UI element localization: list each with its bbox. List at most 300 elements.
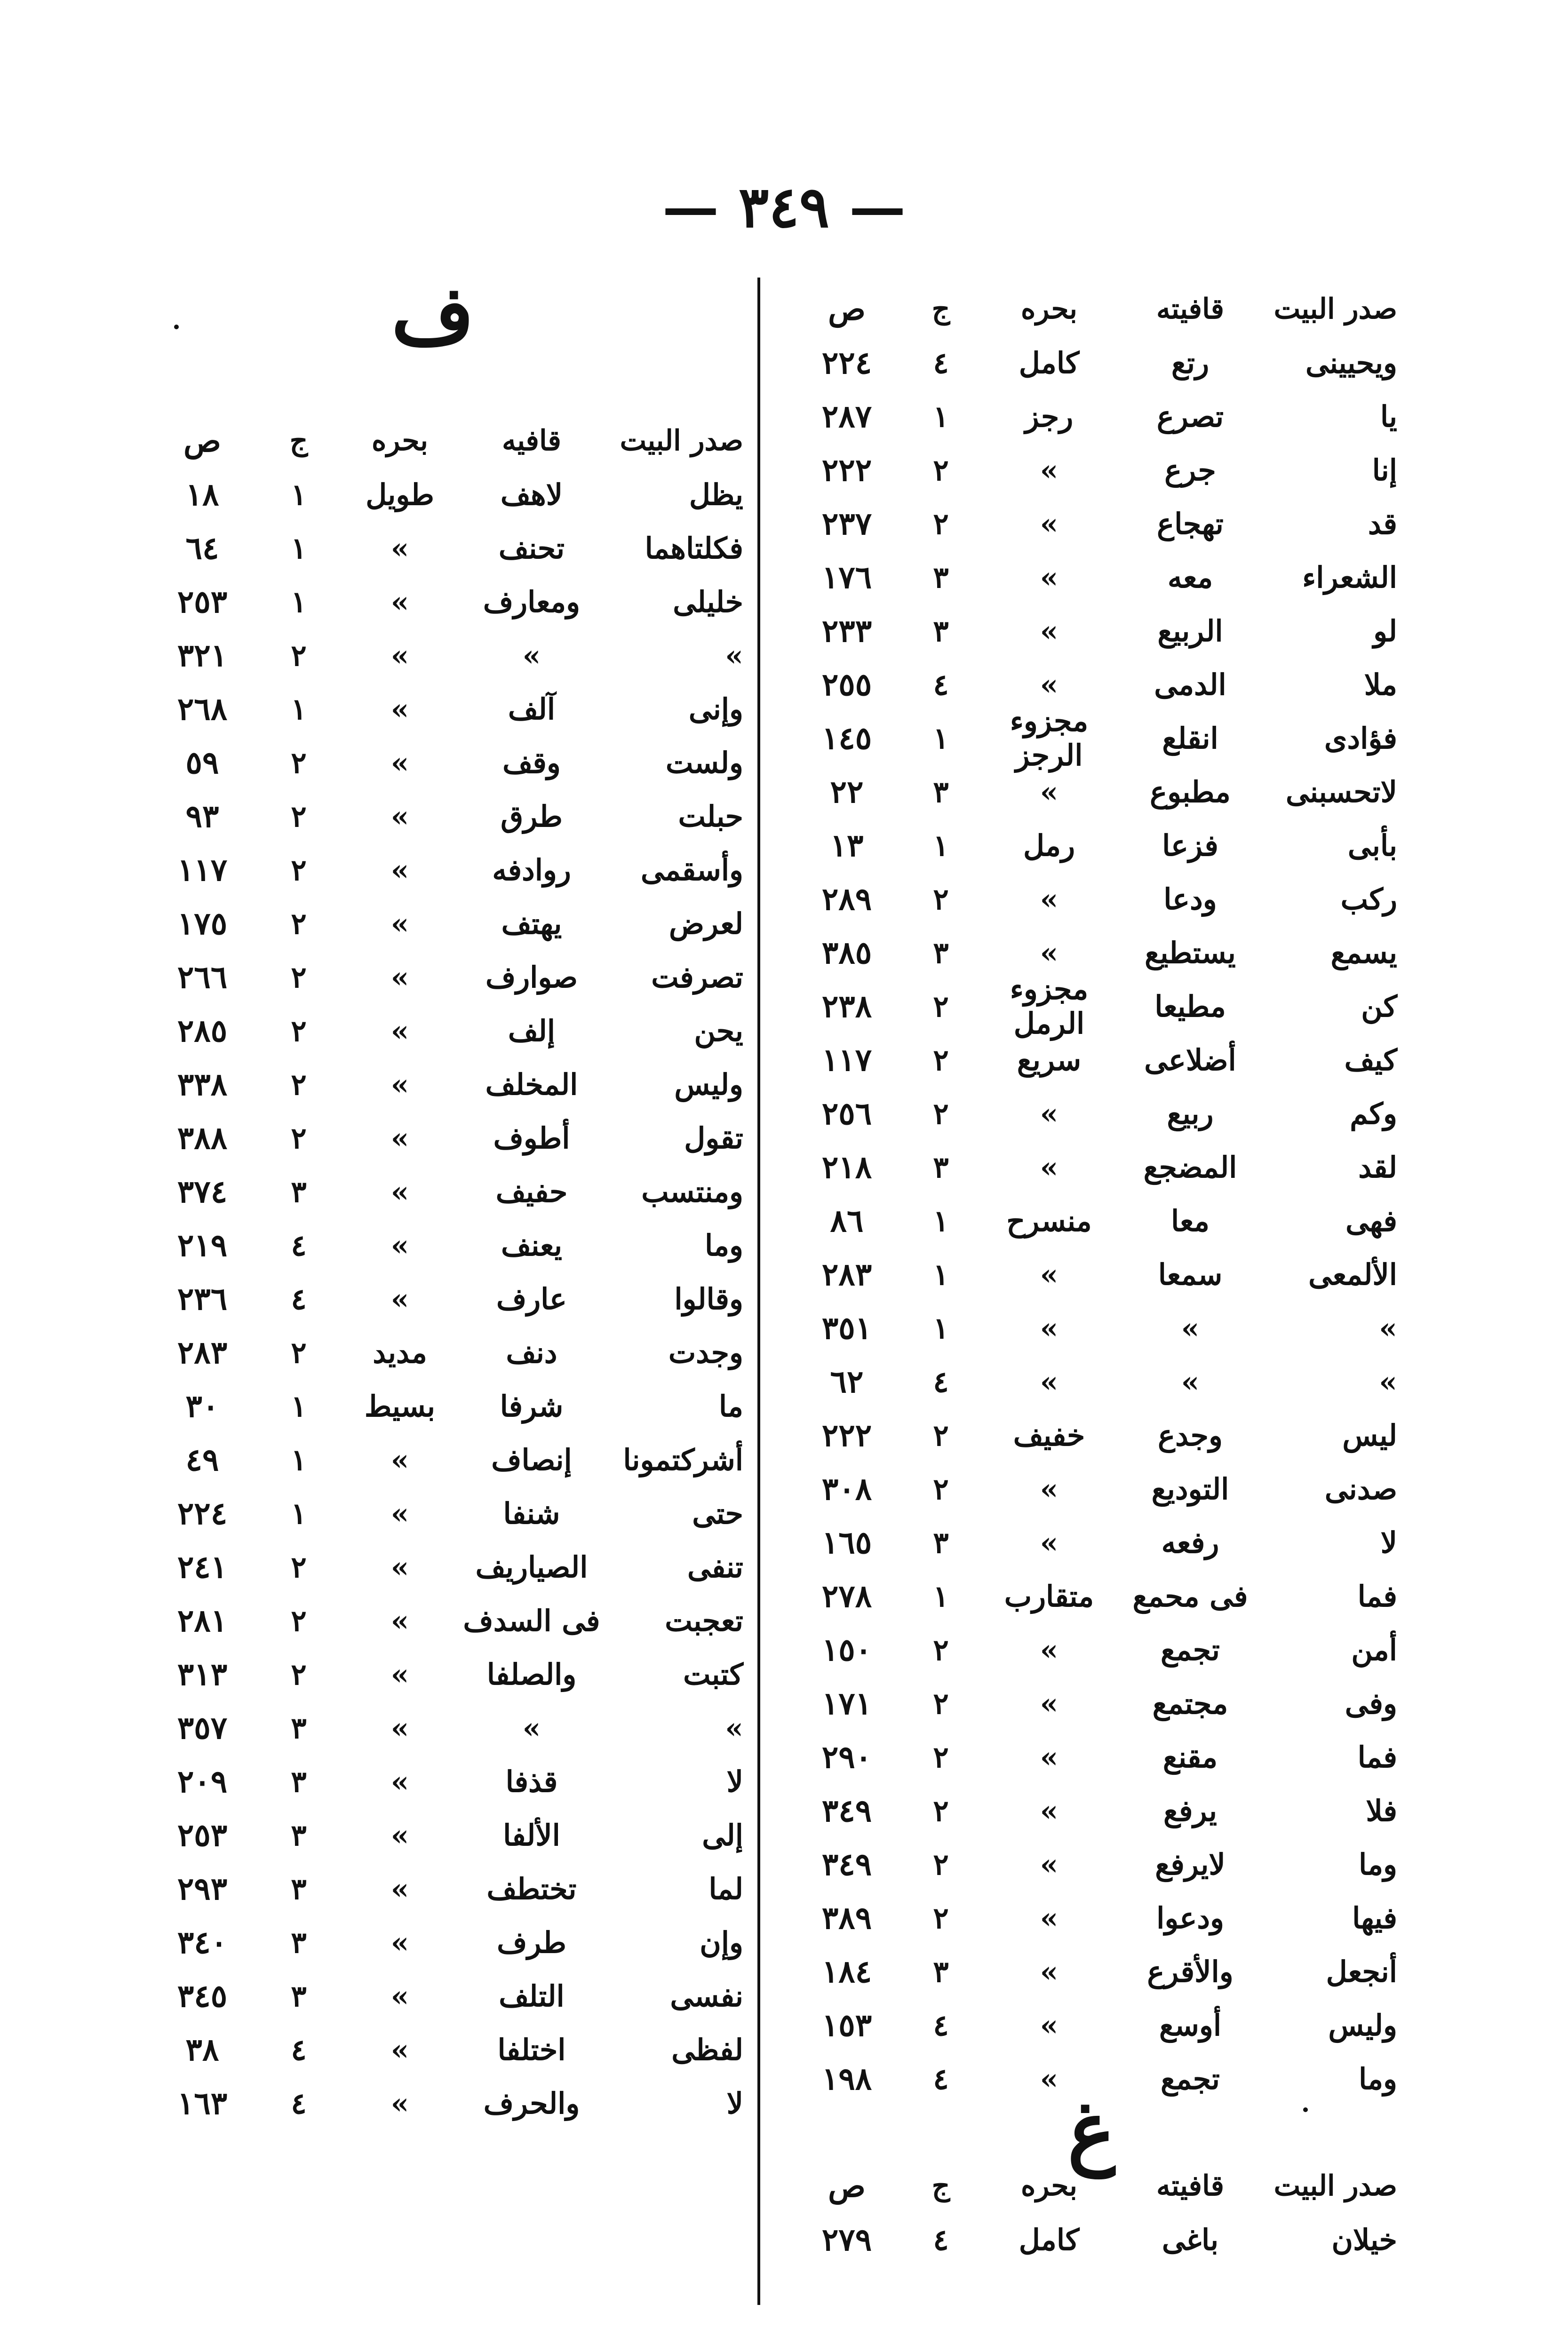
cell-qafiya: والأقرع — [1147, 1954, 1234, 1989]
cell-juz: ٢ — [291, 638, 307, 673]
cell-sadr: خليلى — [673, 584, 743, 619]
cell-sadr: وأسقمى — [641, 852, 743, 887]
cell-bahr: » — [1040, 1471, 1059, 1506]
cell-bahr: » — [1040, 1150, 1059, 1184]
table-row — [772, 336, 1397, 389]
cell-safha: ١٥٠ — [821, 1631, 872, 1668]
cell-bahr: » — [390, 906, 409, 941]
cell-safha: ٢٩٠ — [821, 1739, 872, 1775]
table-row — [772, 2213, 1397, 2266]
cell-sadr: فيها — [1352, 1900, 1397, 1935]
cell-safha: ٢٦٦ — [177, 959, 228, 995]
cell-juz: ١ — [291, 1389, 307, 1423]
cell-sadr: لا — [1380, 1525, 1397, 1560]
cell-sadr: يسمع — [1330, 935, 1397, 970]
cell-juz: ٢ — [291, 799, 307, 834]
cell-sadr: يحن — [694, 1013, 743, 1048]
cell-sadr: فما — [1357, 1579, 1397, 1613]
cell-qafiya: صوارف — [485, 960, 578, 994]
cell-safha: ١٧٦ — [821, 559, 872, 596]
cell-sadr: تقول — [684, 1120, 743, 1155]
cell-bahr: » — [390, 1496, 409, 1531]
cell-sadr: وجدت — [668, 1335, 743, 1370]
table-row — [772, 1945, 1397, 1998]
cell-sadr: الألمعى — [1308, 1257, 1397, 1292]
table-row — [136, 950, 743, 1004]
table-row — [136, 1540, 743, 1594]
cell-bahr: خفيف — [1013, 1418, 1085, 1453]
cell-juz: ٢ — [933, 1096, 949, 1131]
cell-juz: ٢ — [933, 1900, 949, 1935]
cell-qafiya: لايرفع — [1155, 1847, 1226, 1882]
cell-qafiya: قذفا — [505, 1764, 558, 1799]
cell-qafiya: أطوف — [493, 1120, 570, 1155]
cell-qafiya: شنفا — [503, 1496, 560, 1531]
cell-juz: ١ — [291, 1496, 307, 1531]
cell-qafiya: ودعوا — [1156, 1900, 1224, 1935]
table-row — [772, 550, 1397, 604]
cell-sadr: حبلت — [678, 799, 743, 834]
cell-safha: ٢٢٢ — [821, 1417, 872, 1454]
cell-safha: ٣٤٠ — [177, 1924, 228, 1961]
cell-qafiya: فزعا — [1162, 828, 1218, 863]
cell-sadr: » — [725, 1710, 743, 1745]
cell-juz: ٣ — [933, 1954, 949, 1989]
cell-bahr: » — [1040, 1954, 1059, 1989]
cell-juz: ١ — [933, 399, 949, 434]
cell-bahr: مجزوء الرجز — [1010, 704, 1089, 772]
cell-qafiya: أوسع — [1159, 2008, 1222, 2042]
cell-bahr: » — [390, 638, 409, 673]
cell-juz: ٣ — [933, 774, 949, 809]
cell-juz: ٣ — [933, 1525, 949, 1560]
table-row — [772, 1140, 1397, 1194]
cell-sadr: يا — [1380, 399, 1397, 434]
cell-safha: ٣٠٨ — [821, 1470, 872, 1507]
cell-qafiya: حفيف — [495, 1174, 568, 1209]
cell-safha: ٢٥٣ — [177, 583, 228, 620]
cell-safha: ١٨ — [185, 476, 219, 513]
cell-juz: ٤ — [291, 1281, 307, 1316]
cell-bahr: طويل — [366, 477, 434, 512]
cell-qafiya: ودعا — [1163, 882, 1217, 916]
cell-qafiya: اختلفا — [497, 2032, 566, 2067]
cell-juz: ١ — [291, 477, 307, 512]
cell-safha: ٢٨٩ — [821, 881, 872, 917]
cell-sadr: ليس — [1342, 1418, 1397, 1453]
cell-sadr: » — [1379, 1311, 1397, 1345]
cell-qafiya: الدمى — [1154, 667, 1226, 702]
cell-sadr: نفسى — [670, 1979, 743, 2013]
cell-juz: ٤ — [291, 2086, 307, 2121]
table-row — [136, 1808, 743, 1862]
cell-bahr: » — [1040, 1364, 1059, 1399]
cell-sadr: قد — [1368, 506, 1397, 541]
cell-juz: ٢ — [933, 1632, 949, 1667]
cell-qafiya: باغى — [1162, 2222, 1219, 2257]
cell-sadr: صدنى — [1324, 1471, 1397, 1506]
cell-safha: ٨٦ — [830, 1202, 864, 1239]
cell-safha: ١٦٥ — [821, 1524, 872, 1561]
cell-juz: ٤ — [291, 1228, 307, 1263]
cell-bahr: » — [390, 799, 409, 834]
cell-safha: ٣٨٨ — [177, 1120, 228, 1156]
table-row — [136, 575, 743, 628]
cell-bahr: » — [390, 1067, 409, 1102]
table-row — [772, 926, 1397, 979]
cell-sadr: إلى — [702, 1818, 743, 1852]
table-row — [136, 1433, 743, 1486]
cell-safha: ١٥٣ — [821, 2007, 872, 2043]
cell-bahr: » — [1040, 1793, 1059, 1828]
cell-qafiya: الألفا — [503, 1818, 560, 1852]
table-row — [136, 468, 743, 521]
cell-qafiya: تختطف — [486, 1871, 577, 1906]
table-row — [136, 1647, 743, 1701]
cell-qafiya: معه — [1167, 560, 1213, 595]
cell-sadr: يظل — [689, 477, 743, 512]
cell-sadr: لعرض — [669, 906, 743, 941]
table-row — [772, 1677, 1397, 1730]
cell-bahr: » — [390, 531, 409, 565]
cell-bahr: » — [1040, 506, 1059, 541]
cell-juz: ١ — [933, 1203, 949, 1238]
table-row — [136, 682, 743, 736]
cell-juz: ١ — [933, 1579, 949, 1613]
table-header-row — [772, 282, 1397, 336]
cell-juz: ١ — [291, 691, 307, 726]
cell-sadr: ولست — [665, 745, 743, 780]
cell-juz: ٣ — [291, 1710, 307, 1745]
header-sadr: صدر البيت — [1274, 2169, 1397, 2202]
cell-safha: ٣٨٩ — [821, 1899, 872, 1936]
cell-safha: ٢١٩ — [177, 1227, 228, 1263]
cell-sadr: لا — [726, 1764, 743, 1799]
cell-juz: ٣ — [291, 1764, 307, 1799]
cell-qafiya: طرق — [501, 799, 563, 834]
cell-sadr: فهى — [1345, 1203, 1397, 1238]
cell-juz: ٣ — [933, 935, 949, 970]
cell-juz: ٢ — [933, 1471, 949, 1506]
cell-sadr: وفى — [1345, 1686, 1397, 1721]
table-row — [136, 1272, 743, 1326]
cell-sadr: أنجعل — [1326, 1954, 1397, 1989]
header-qafiya: قافيته — [1156, 293, 1225, 326]
cell-bahr: » — [1040, 1311, 1059, 1345]
cell-juz: ٣ — [933, 560, 949, 595]
cell-sadr: وإنى — [688, 691, 743, 726]
cell-bahr: » — [1040, 667, 1059, 702]
cell-safha: ٤٩ — [185, 1441, 219, 1478]
cell-safha: ٢٨٣ — [821, 1256, 872, 1293]
cell-qafiya: وقف — [502, 745, 561, 780]
ghain-section — [772, 2159, 1397, 2266]
cell-bahr: » — [1040, 2061, 1059, 2096]
cell-juz: ٢ — [291, 960, 307, 994]
table-row — [772, 604, 1397, 658]
cell-juz: ١ — [933, 721, 949, 755]
cell-qafiya: تحنف — [498, 531, 565, 565]
cell-safha: ٢٨٥ — [177, 1012, 228, 1049]
cell-sadr: حتى — [692, 1496, 743, 1531]
cell-bahr: » — [390, 1979, 409, 2013]
table-row — [136, 2023, 743, 2076]
cell-qafiya: تجمع — [1160, 1632, 1220, 1667]
cell-safha: ٢٧٨ — [821, 1578, 872, 1614]
cell-juz: ١ — [291, 584, 307, 619]
cell-safha: ٣٠ — [185, 1388, 219, 1424]
cell-safha: ٢٢٤ — [821, 344, 872, 381]
cell-juz: ٢ — [291, 852, 307, 887]
cell-bahr: » — [390, 852, 409, 887]
cell-sadr: وقالوا — [674, 1281, 743, 1316]
left-rows — [136, 468, 743, 2130]
cell-bahr: » — [1040, 453, 1059, 487]
cell-safha: ٣٤٥ — [177, 1978, 228, 2014]
cell-juz: ٤ — [933, 2008, 949, 2042]
table-row — [772, 1087, 1397, 1140]
cell-sadr: ومنتسب — [641, 1174, 743, 1209]
cell-qafiya: فى محمع — [1132, 1579, 1248, 1613]
cell-bahr: » — [1040, 1632, 1059, 1667]
cell-bahr: » — [390, 1120, 409, 1155]
cell-qafiya: أضلاعى — [1144, 1042, 1236, 1077]
cell-qafiya: مجتمع — [1152, 1686, 1228, 1721]
cell-sadr: تصرفت — [651, 960, 743, 994]
cell-qafiya: إنصاف — [491, 1442, 572, 1477]
table-row — [772, 1248, 1397, 1301]
cell-bahr: منسرح — [1006, 1203, 1092, 1238]
cell-safha: ٢٨٧ — [821, 398, 872, 435]
cell-qafiya: والصلفا — [486, 1657, 577, 1692]
cell-sadr: » — [1379, 1364, 1397, 1399]
cell-qafiya: » — [522, 638, 541, 673]
cell-safha: ٣٣٨ — [177, 1066, 228, 1103]
cell-sadr: الشعراء — [1302, 560, 1397, 595]
cell-safha: ١١٧ — [821, 1041, 872, 1078]
cell-safha: ٢١٨ — [821, 1149, 872, 1185]
table-row — [772, 972, 1397, 1041]
cell-bahr: » — [1040, 1900, 1059, 1935]
table-row — [772, 818, 1397, 872]
header-bahr: بحره — [1021, 2169, 1077, 2202]
cell-safha: ٢٨١ — [177, 1602, 228, 1639]
cell-sadr: تنفى — [687, 1549, 743, 1584]
cell-juz: ٣ — [291, 1174, 307, 1209]
cell-qafiya: طرف — [497, 1925, 566, 1960]
cell-juz: ٢ — [933, 506, 949, 541]
cell-safha: ٢٤١ — [177, 1549, 228, 1585]
cell-juz: ١ — [933, 1311, 949, 1345]
cell-bahr: » — [1040, 1740, 1059, 1774]
cell-bahr: » — [1040, 560, 1059, 595]
cell-safha: ٣٥١ — [821, 1310, 872, 1346]
cell-sadr: فؤادى — [1324, 721, 1397, 755]
cell-juz: ٣ — [291, 1818, 307, 1852]
table-row — [136, 1915, 743, 1969]
table-row — [136, 628, 743, 682]
cell-bahr: رمل — [1023, 828, 1075, 863]
page-number: — ٣٤٩ — — [662, 174, 906, 240]
table-row — [772, 1033, 1397, 1087]
table-row — [136, 1486, 743, 1540]
table-row — [772, 1623, 1397, 1677]
cell-sadr: لو — [1373, 613, 1397, 648]
cell-qafiya: دنف — [506, 1335, 557, 1370]
table-row — [136, 2076, 743, 2130]
cell-sadr: لفظى — [671, 2032, 743, 2067]
cell-safha: ٢٢٢ — [821, 452, 872, 488]
cell-qafiya: تهجاع — [1157, 506, 1224, 541]
cell-juz: ٢ — [933, 1042, 949, 1077]
cell-juz: ٢ — [291, 1067, 307, 1102]
header-safha: ص — [828, 291, 866, 327]
cell-bahr: » — [390, 1818, 409, 1852]
cell-bahr: » — [390, 1764, 409, 1799]
cell-juz: ٢ — [291, 1549, 307, 1584]
cell-qafiya: إلف — [508, 1013, 556, 1048]
cell-juz: ٢ — [291, 745, 307, 780]
cell-safha: ٢٢ — [830, 773, 864, 810]
cell-safha: ٢٣٦ — [177, 1280, 228, 1317]
cell-juz: ٢ — [933, 1686, 949, 1721]
table-row — [772, 389, 1397, 443]
cell-sadr: لقد — [1358, 1150, 1397, 1184]
table-row — [772, 872, 1397, 926]
cell-bahr: » — [390, 1871, 409, 1906]
cell-sadr: لاتحسبنى — [1285, 774, 1397, 809]
table-row — [136, 1969, 743, 2023]
cell-juz: ٢ — [933, 1847, 949, 1882]
cell-safha: ٣٨٥ — [821, 934, 872, 971]
cell-sadr: فكلتاهما — [645, 531, 743, 565]
cell-safha: ٣٤٩ — [821, 1846, 872, 1883]
table-header-row — [136, 414, 743, 468]
cell-bahr: » — [1040, 935, 1059, 970]
cell-safha: ١١٧ — [177, 851, 228, 888]
cell-bahr: » — [1040, 1096, 1059, 1131]
cell-safha: ٦٢ — [830, 1363, 864, 1400]
cell-safha: ٣٨ — [185, 2031, 219, 2068]
cell-safha: ٣١٣ — [177, 1656, 228, 1692]
cell-qafiya: عارف — [496, 1281, 567, 1316]
cell-qafiya: لاهف — [500, 477, 563, 512]
cell-bahr: » — [390, 584, 409, 619]
cell-bahr: » — [390, 960, 409, 994]
table-header-row — [772, 2159, 1397, 2213]
cell-bahr: رجز — [1025, 399, 1074, 434]
cell-qafiya: ربيع — [1167, 1096, 1214, 1131]
cell-sadr: وإن — [700, 1925, 743, 1960]
decorative-dot — [1303, 2107, 1308, 2112]
table-row — [136, 1165, 743, 1218]
cell-safha: ٢٣٣ — [821, 612, 872, 649]
cell-qafiya: روادفه — [492, 852, 571, 887]
table-row — [136, 1755, 743, 1808]
cell-bahr: » — [390, 1174, 409, 1209]
cell-safha: ٢٣٨ — [821, 988, 872, 1025]
cell-sadr: ركب — [1340, 882, 1397, 916]
cell-sadr: ويحيينى — [1305, 345, 1397, 380]
cell-safha: ٢٥٥ — [821, 666, 872, 703]
cell-sadr: فلا — [1366, 1793, 1397, 1828]
header-sadr: صدر البيت — [1274, 293, 1397, 326]
cell-juz: ٤ — [933, 345, 949, 380]
cell-safha: ١٧٥ — [177, 905, 228, 942]
cell-qafiya: انقلع — [1162, 721, 1218, 755]
section-letter-fa: ف — [391, 268, 475, 362]
table-row — [772, 1462, 1397, 1516]
table-row — [772, 443, 1397, 497]
cell-sadr: وكم — [1350, 1096, 1397, 1131]
cell-qafiya: تجمع — [1160, 2061, 1220, 2096]
cell-qafiya: ومعارف — [483, 584, 581, 619]
left-column-index — [136, 414, 743, 2130]
cell-qafiya: » — [1181, 1311, 1200, 1345]
cell-bahr: » — [390, 1281, 409, 1316]
cell-bahr: » — [390, 745, 409, 780]
cell-sadr: لا — [726, 2086, 743, 2121]
cell-sadr: كن — [1361, 989, 1397, 1024]
cell-bahr: » — [390, 1228, 409, 1263]
table-row — [772, 1301, 1397, 1355]
cell-juz: ١ — [291, 1442, 307, 1477]
cell-juz: ٢ — [291, 1603, 307, 1638]
header-qafiya: قافيه — [502, 424, 561, 457]
cell-qafiya: تصرع — [1156, 399, 1224, 434]
cell-sadr: وما — [704, 1228, 743, 1263]
cell-bahr: » — [390, 1710, 409, 1745]
cell-bahr: » — [390, 2032, 409, 2067]
cell-juz: ٢ — [933, 1740, 949, 1774]
cell-safha: ٢٨٣ — [177, 1334, 228, 1371]
ghain-rows — [772, 2213, 1397, 2266]
table-row — [136, 1594, 743, 1647]
table-row — [772, 1784, 1397, 1837]
cell-qafiya: يستطيع — [1145, 935, 1236, 970]
table-row — [772, 1730, 1397, 1784]
cell-bahr: مديد — [373, 1335, 427, 1370]
cell-qafiya: آلف — [508, 691, 556, 726]
cell-qafiya: التلف — [499, 1979, 565, 2013]
cell-safha: ١٦٣ — [177, 2085, 228, 2122]
cell-qafiya: سمعا — [1158, 1257, 1223, 1292]
cell-safha: ٣٤٩ — [821, 1792, 872, 1829]
table-row — [772, 497, 1397, 550]
header-juz: ج — [931, 293, 950, 326]
cell-juz: ٢ — [291, 1013, 307, 1048]
cell-sadr: تعجبت — [665, 1603, 743, 1638]
table-row — [772, 704, 1397, 772]
cell-juz: ٢ — [933, 1793, 949, 1828]
cell-qafiya: الربيع — [1157, 613, 1223, 648]
cell-bahr: متقارب — [1004, 1579, 1094, 1613]
table-row — [772, 1355, 1397, 1408]
cell-juz: ٤ — [933, 2222, 949, 2257]
cell-safha: ٢٧٩ — [821, 2221, 872, 2258]
cell-safha: ١٩٨ — [821, 2060, 872, 2097]
cell-safha: ١٧١ — [821, 1685, 872, 1722]
cell-safha: ٩٣ — [185, 798, 219, 834]
cell-bahr: » — [1040, 1257, 1059, 1292]
cell-qafiya: » — [1181, 1364, 1200, 1399]
header-safha: ص — [183, 422, 221, 459]
cell-bahr: » — [1040, 1847, 1059, 1882]
table-row — [136, 1218, 743, 1272]
cell-safha: ١٣ — [830, 827, 864, 864]
cell-qafiya: مطيعا — [1154, 989, 1226, 1024]
cell-safha: ٢٩٣ — [177, 1870, 228, 1907]
